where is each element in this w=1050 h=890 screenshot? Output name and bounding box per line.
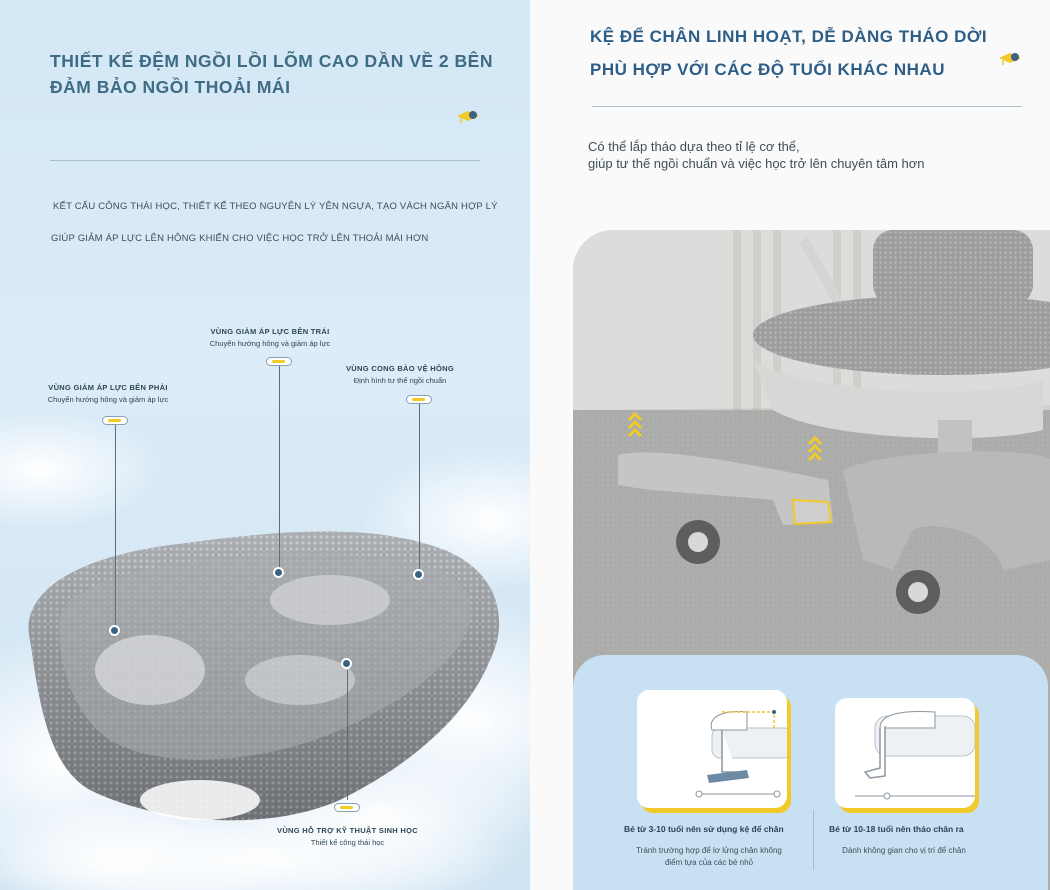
age-card-young [637, 690, 787, 808]
marker-right-relief-desc: Chuyển hướng hông và giảm áp lực [47, 395, 169, 404]
marker-left-relief-desc: Chuyển hướng hông và giảm áp lực [209, 339, 331, 348]
age-card-teen [835, 698, 975, 808]
age-card-young-desc-line1: Tránh trường hợp để lơ lửng chân không [636, 846, 782, 855]
marker-dot [413, 569, 424, 580]
marker-bio-support-desc: Thiết kế công thái học [310, 838, 385, 847]
marker-right-relief-title: VÙNG GIẢM ÁP LỰC BÊN PHẢI [48, 383, 168, 392]
marker-bio-support-title: VÙNG HỖ TRỢ KỸ THUẬT SINH HỌC [277, 826, 418, 835]
graduation-cap-icon [997, 50, 1023, 68]
marker-hip-curve-desc: Định hình tư thế ngồi chuẩn [353, 376, 447, 385]
footrest-title-line2: PHÙ HỢP VỚI CÁC ĐỘ TUỔI KHÁC NHAU [590, 60, 945, 79]
marker-hip-curve-title: VÙNG CONG BẢO VỆ HÔNG [346, 364, 454, 373]
marker-dot [341, 658, 352, 669]
footrest-title-line1: KỆ ĐỂ CHÂN LINH HOẠT, DỄ DÀNG THÁO DỜI [590, 27, 988, 46]
marker-left-relief-title: VÙNG GIẢM ÁP LỰC BÊN TRÁI [210, 327, 330, 336]
teen-without-footrest-illustration [835, 698, 975, 808]
marker-line [419, 404, 420, 571]
marker-right-relief [33, 383, 183, 404]
age-card-teen-desc [819, 845, 989, 857]
cushion-desc-line1: KẾT CẤU CÔNG THÁI HỌC, THIẾT KẾ THEO NGUYÊN LÝ YÊN NGỰA, TẠO VÁCH NGĂN HỢP LÝ [53, 201, 498, 212]
footrest-desc-line2: giúp tư thế ngồi chuẩn và việc học trở lên chuyên tâm hơn [588, 156, 925, 171]
marker-line [347, 670, 348, 800]
footrest-divider [592, 106, 1022, 107]
marker-pill [406, 395, 432, 404]
marker-hip-curve [345, 364, 455, 385]
age-card-young-title: Bé từ 3-10 tuổi nên sử dụng kệ để chân [624, 824, 784, 834]
age-guide-panel [573, 655, 1048, 890]
footrest-desc-line1: Có thể lắp tháo dựa theo tỉ lệ cơ thể, [588, 139, 800, 154]
marker-pill [334, 803, 360, 812]
age-card-young-desc [625, 845, 793, 869]
age-card-young-desc-line2: điểm tựa của các bé nhỏ [664, 858, 754, 867]
panel-divider [813, 810, 814, 870]
cushion-title-line2: ĐẢM BẢO NGỒI THOẢI MÁI [50, 77, 291, 97]
age-card-teen-title: Bé từ 10-18 tuổi nên tháo chân ra [829, 824, 964, 834]
cushion-title-line1: THIẾT KẾ ĐỆM NGỒI LỒI LÕM CAO DẦN VỀ 2 BÊN [50, 51, 493, 71]
marker-bio-support [260, 826, 435, 847]
marker-pill [266, 357, 292, 366]
footrest-title [590, 20, 987, 86]
marker-line [279, 366, 280, 571]
age-card-teen-desc-line1: Dành không gian cho vị trí để chân [842, 846, 966, 855]
footrest-section [530, 0, 1050, 890]
marker-pill [102, 416, 128, 425]
marker-line [115, 425, 116, 625]
marker-left-relief [195, 327, 345, 348]
marker-dot [273, 567, 284, 578]
marker-dot [109, 625, 120, 636]
cushion-desc-line2: GIÚP GIẢM ÁP LỰC LÊN HÔNG KHIẾN CHO VIỆC HỌC TRỞ LÊN THOẢI MÁI HƠN [51, 233, 429, 244]
child-with-footrest-illustration [637, 690, 787, 808]
